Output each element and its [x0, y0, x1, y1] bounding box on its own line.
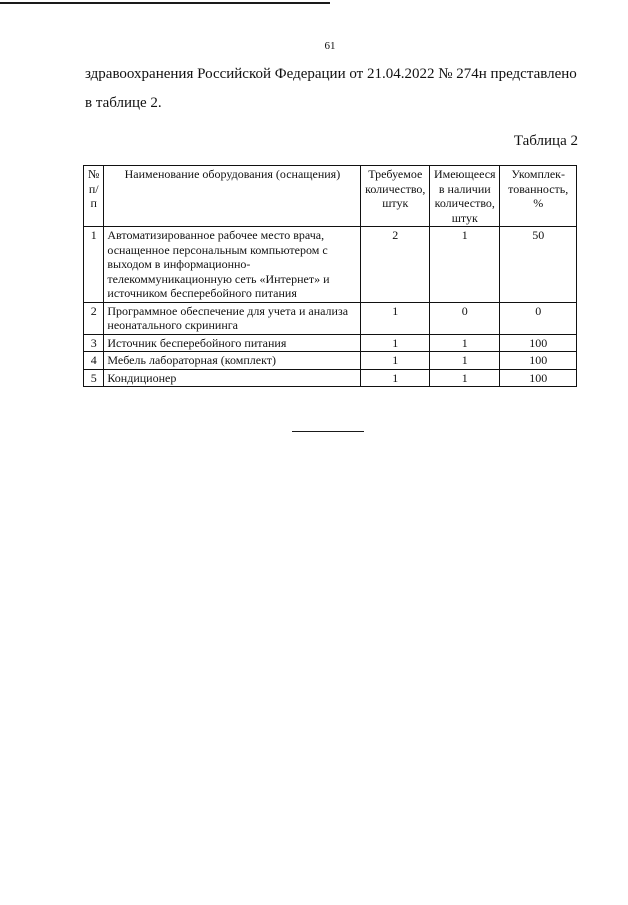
end-rule	[292, 431, 364, 432]
equipment-table	[83, 165, 577, 387]
cell-available-quantity: 1	[430, 369, 500, 387]
page-number: 61	[324, 40, 336, 52]
cell-equipment-name: Программное обеспечение для учета и анализа неонатального скрининга	[104, 302, 361, 334]
cell-required-quantity: 1	[361, 352, 430, 370]
body-text-line-1: здравоохранения Российской Федерации от 21.04.2022 № 274н представлено	[85, 66, 577, 82]
header-available-quantity: Имеющееся в наличии количество, штук	[430, 166, 500, 227]
table-row	[84, 302, 577, 334]
table-row	[84, 227, 577, 303]
cell-required-quantity: 1	[361, 302, 430, 334]
header-required-quantity: Требуемое количество, штук	[361, 166, 430, 227]
cell-number: 4	[84, 352, 104, 370]
cell-required-quantity: 1	[361, 334, 430, 352]
body-text-line-2: в таблице 2.	[85, 95, 162, 111]
cell-required-quantity: 1	[361, 369, 430, 387]
cell-equipment-name: Мебель лабораторная (комплект)	[104, 352, 361, 370]
cell-equipment-name: Источник бесперебойного питания	[104, 334, 361, 352]
header-equipment-name: Наименование оборудования (оснащения)	[104, 166, 361, 227]
table-header-row	[84, 166, 577, 227]
header-completeness: Укомплек- тованность, %	[500, 166, 577, 227]
cell-available-quantity: 1	[430, 227, 500, 303]
table-row	[84, 334, 577, 352]
cell-number: 2	[84, 302, 104, 334]
table-row	[84, 369, 577, 387]
cell-available-quantity: 0	[430, 302, 500, 334]
cell-completeness: 50	[500, 227, 577, 303]
table-row	[84, 352, 577, 370]
cell-available-quantity: 1	[430, 334, 500, 352]
top-rule	[0, 2, 330, 4]
cell-completeness: 100	[500, 334, 577, 352]
cell-completeness: 0	[500, 302, 577, 334]
cell-number: 3	[84, 334, 104, 352]
cell-number: 5	[84, 369, 104, 387]
cell-equipment-name: Автоматизированное рабочее место врача, оснащенное персональным компьютером с выходом в информационно-телекоммуникационную сеть «Интернет» и источником бесперебойного питания	[104, 227, 361, 303]
cell-completeness: 100	[500, 352, 577, 370]
cell-equipment-name: Кондиционер	[104, 369, 361, 387]
cell-required-quantity: 2	[361, 227, 430, 303]
header-number: № п/п	[84, 166, 104, 227]
cell-completeness: 100	[500, 369, 577, 387]
table-caption: Таблица 2	[513, 133, 578, 149]
cell-available-quantity: 1	[430, 352, 500, 370]
cell-number: 1	[84, 227, 104, 303]
